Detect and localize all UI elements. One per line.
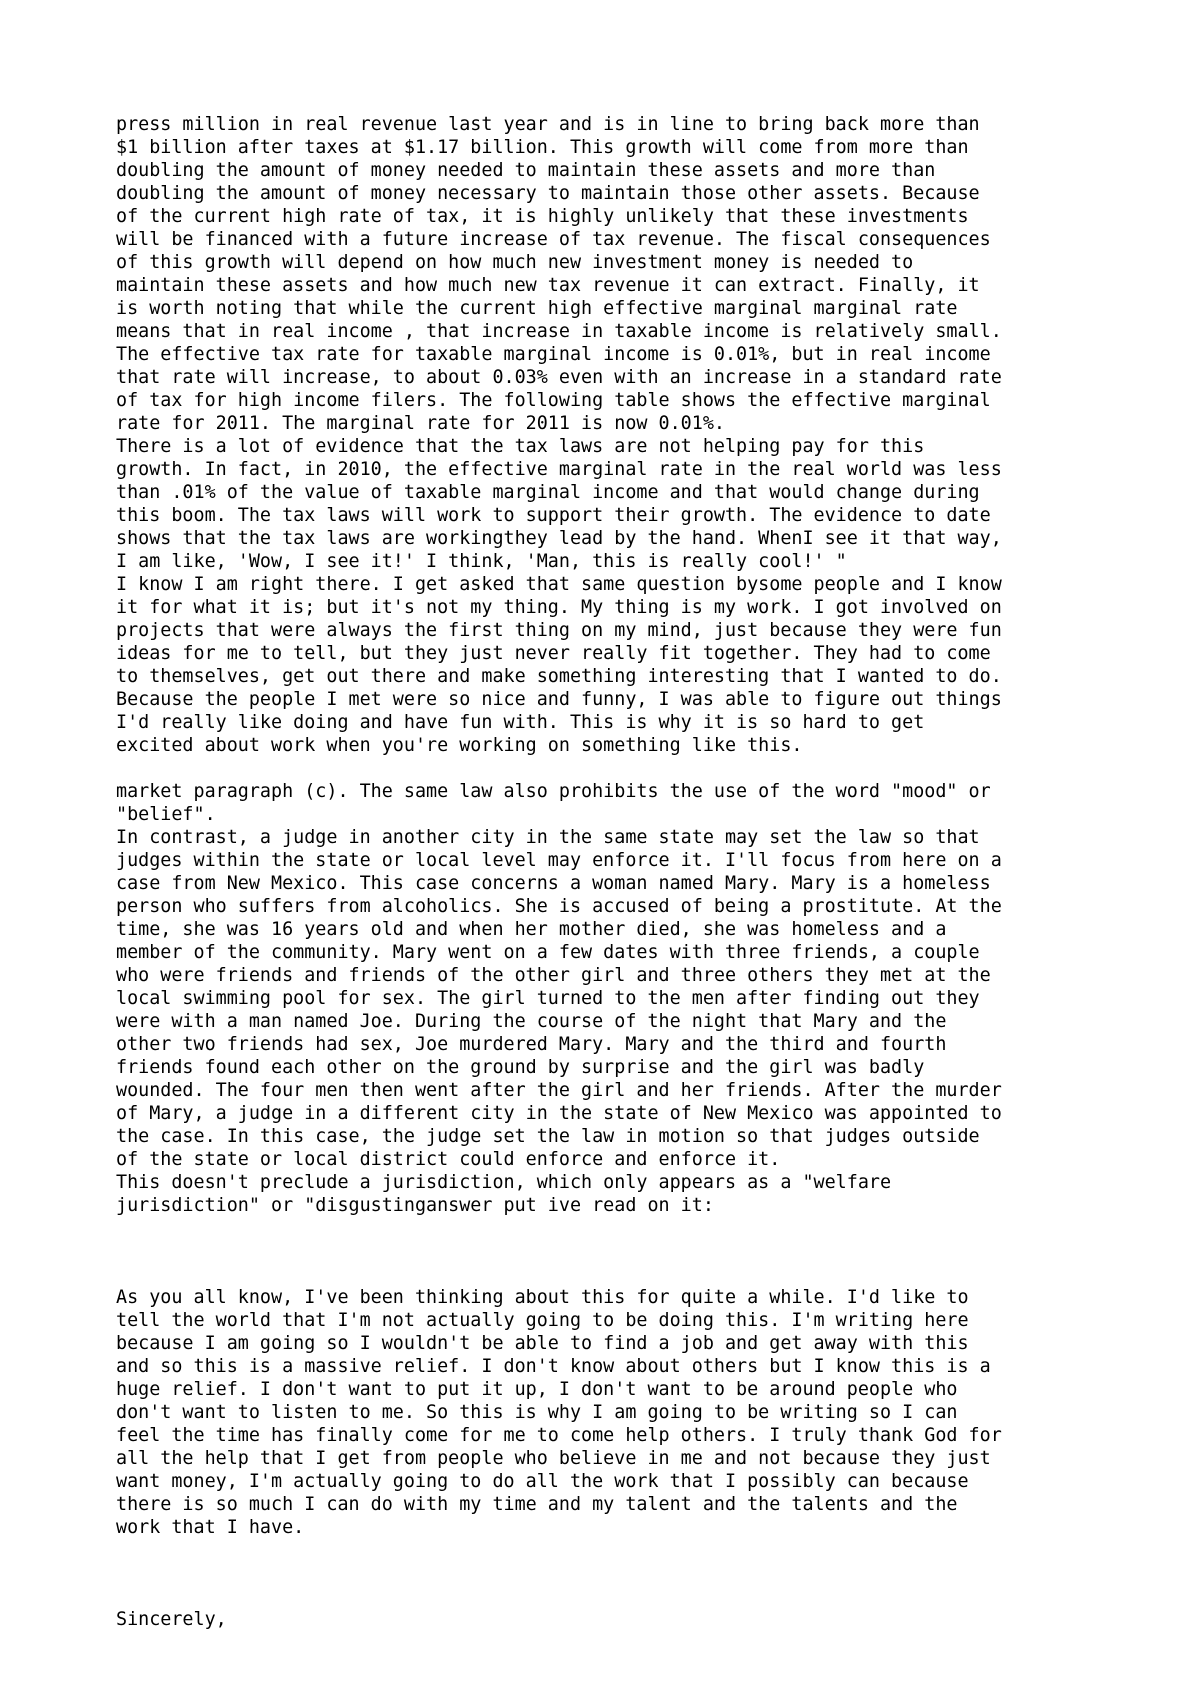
text-line: ideas for me to tell, but they just never really fit together. They had to come (116, 643, 991, 664)
text-line: In contrast, a judge in another city in the same state may set the law so that (116, 827, 980, 848)
text-line: case from New Mexico. This case concerns a woman named Mary. Mary is a homeless (116, 873, 991, 894)
text-line: rate for 2011. The marginal rate for 2011 is now 0.01%. (116, 413, 725, 434)
text-line: $1 billion after taxes at $1.17 billion. This growth will come from more than (116, 137, 969, 158)
text-line: want money, I'm actually going to do all the work that I possibly can because (116, 1471, 969, 1492)
paragraph-spacer (116, 1539, 1116, 1562)
text-line: The effective tax rate for taxable marginal income is 0.01%, but in real income (116, 344, 991, 365)
text-line: work that I have. (116, 1517, 305, 1538)
paragraph-spacer (116, 1240, 1116, 1263)
text-line: that rate will increase, to about 0.03% even with an increase in a standard rate (116, 367, 1002, 388)
text-line: there is so much I can do with my time and my talent and the talents and the (116, 1494, 958, 1515)
text-line: "belief". (116, 804, 216, 825)
text-line: and so this is a massive relief. I don't know about others but I know this is a (116, 1356, 991, 1377)
text-line: doubling the amount of money necessary to maintain those other assets. Because (116, 183, 980, 204)
text-line: maintain these assets and how much new tax revenue it can extract. Finally, it (116, 275, 980, 296)
text-line: to themselves, get out there and make something interesting that I wanted to do. (116, 666, 1002, 687)
paragraph-spacer (116, 1217, 1116, 1240)
text-line: time, she was 16 years old and when her mother died, she was homeless and a (116, 919, 947, 940)
text-line: This doesn't preclude a jurisdiction, which only appears as a "welfare (116, 1172, 892, 1193)
text-line: jurisdiction" or "disgustinganswer put ive read on it: (116, 1195, 714, 1216)
paragraph-judge-case (116, 780, 1116, 1217)
text-line: of Mary, a judge in a different city in the state of New Mexico was appointed to (116, 1103, 1002, 1124)
text-line: all the help that I get from people who believe in me and not because they just (116, 1448, 991, 1469)
signoff-line: Sincerely, (116, 1609, 227, 1630)
text-line: tell the world that I'm not actually going to be doing this. I'm writing here (116, 1310, 969, 1331)
text-line: the case. In this case, the judge set the law in motion so that judges outside (116, 1126, 980, 1147)
text-line: wounded. The four men then went after the girl and her friends. After the murder (116, 1080, 1002, 1101)
text-line: judges within the state or local level may enforce it. I'll focus from here on a (116, 850, 1002, 871)
text-line: means that in real income , that increase in taxable income is relatively small. (116, 321, 1002, 342)
text-line: because I am going so I wouldn't be able to find a job and get away with this (116, 1333, 969, 1354)
text-line: don't want to listen to me. So this is why I am going to be writing so I can (116, 1402, 958, 1423)
text-line: There is a lot of evidence that the tax laws are not helping pay for this (116, 436, 925, 457)
text-line: I know I am right there. I get asked that same question bysome people and I know (116, 574, 1002, 595)
text-line: member of the community. Mary went on a few dates with three friends, a couple (116, 942, 980, 963)
text-line: person who suffers from alcoholics. She is accused of being a prostitute. At the (116, 896, 1002, 917)
letter-signoff (116, 1608, 1116, 1631)
text-line: excited about work when you're working on something like this. (116, 735, 803, 756)
text-line: projects that were always the first thing on my mind, just because they were fun (116, 620, 1002, 641)
text-line: friends found each other on the ground by surprise and the girl was badly (116, 1057, 925, 1078)
text-line: I am like, 'Wow, I see it!' I think, 'Man, this is really cool!' " (116, 551, 847, 572)
text-line: growth. In fact, in 2010, the effective marginal rate in the real world was less (116, 459, 1002, 480)
text-line: local swimming pool for sex. The girl turned to the men after finding out they (116, 988, 980, 1009)
paragraph-letter-body (116, 1286, 1116, 1539)
paragraph-tax-growth (116, 113, 1116, 757)
text-line: than .01% of the value of taxable marginal income and that would change during (116, 482, 980, 503)
text-line: doubling the amount of money needed to maintain these assets and more than (116, 160, 936, 181)
text-line: is worth noting that while the current high effective marginal marginal rate (116, 298, 958, 319)
paragraph-spacer (116, 1585, 1116, 1608)
text-line: other two friends had sex, Joe murdered Mary. Mary and the third and fourth (116, 1034, 947, 1055)
text-line: feel the time has finally come for me to come help others. I truly thank God for (116, 1425, 1002, 1446)
text-line: Because the people I met were so nice and funny, I was able to figure out things (116, 689, 1002, 710)
document-page (116, 113, 1116, 1631)
text-line: of this growth will depend on how much new investment money is needed to (116, 252, 914, 273)
text-line: As you all know, I've been thinking about this for quite a while. I'd like to (116, 1287, 969, 1308)
text-line: press million in real revenue last year and is in line to bring back more than (116, 114, 980, 135)
text-line: I'd really like doing and have fun with. This is why it is so hard to get (116, 712, 925, 733)
text-line: of the current high rate of tax, it is highly unlikely that these investments (116, 206, 969, 227)
text-line: of the state or local district could enforce and enforce it. (116, 1149, 781, 1170)
text-line: huge relief. I don't want to put it up, I don't want to be around people who (116, 1379, 958, 1400)
text-line: market paragraph (c). The same law also prohibits the use of the word "mood" or (116, 781, 991, 802)
paragraph-spacer (116, 1562, 1116, 1585)
text-line: it for what it is; but it's not my thing. My thing is my work. I got involved on (116, 597, 1002, 618)
text-line: of tax for high income filers. The following table shows the effective marginal (116, 390, 991, 411)
text-line: shows that the tax laws are workingthey lead by the hand. WhenI see it that way, (116, 528, 1002, 549)
text-line: this boom. The tax laws will work to support their growth. The evidence to date (116, 505, 991, 526)
paragraph-spacer (116, 1263, 1116, 1286)
text-line: who were friends and friends of the other girl and three others they met at the (116, 965, 991, 986)
paragraph-spacer (116, 757, 1116, 780)
text-line: were with a man named Joe. During the course of the night that Mary and the (116, 1011, 947, 1032)
text-line: will be financed with a future increase of tax revenue. The fiscal consequences (116, 229, 991, 250)
